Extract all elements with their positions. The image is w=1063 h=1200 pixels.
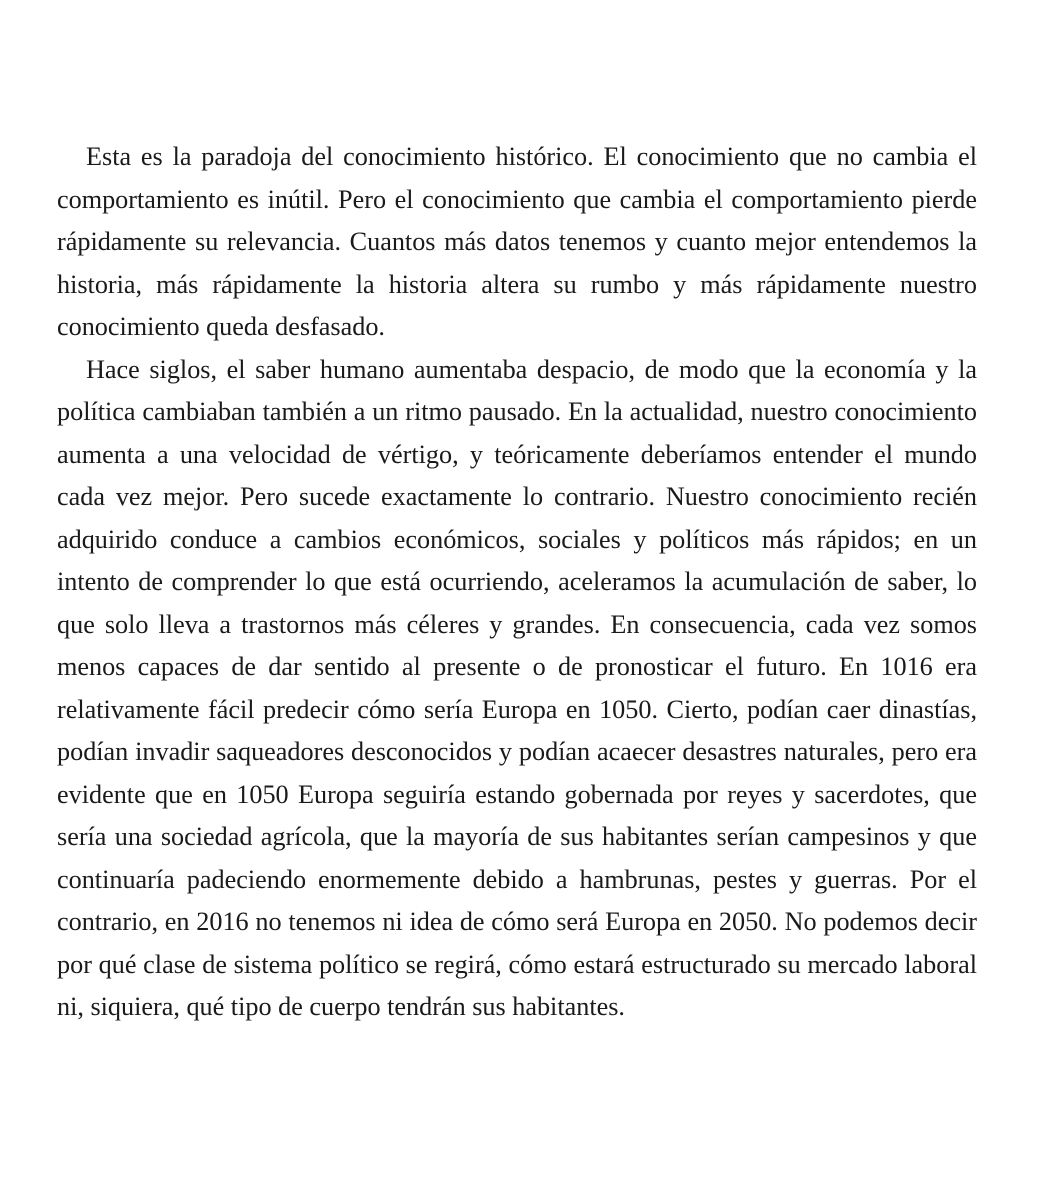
paragraph-2: Hace siglos, el saber humano aumentaba despacio, de modo que la economía y la política cambiaban también a un ritmo pausado. En la actualidad, nuestro conocimiento aumenta a una velocidad de vértigo, y teóricamente deberíamos entender el mundo cada vez mejor. Pero sucede exactamente lo contrario. Nuestro conocimiento recién adquirido conduce a cambios económicos, sociales y políticos más rápidos; en un intento de comprender lo que está ocurriendo, aceleramos la acumulación de saber, lo que solo lleva a trastornos más céleres y grandes. En consecuencia, cada vez somos menos capaces de dar sentido al presente o de pronosticar el futuro. En 1016 era relativamente fácil predecir cómo sería Europa en 1050. Cierto, podían caer dinastías, podían invadir saqueadores desconocidos y podían acaecer desastres naturales, pero era evidente que en 1050 Europa seguiría estando gobernada por reyes y sacerdotes, que sería una sociedad agrícola, que la mayoría de sus habitantes serían campesinos y que continuaría padeciendo enormemente debido a hambrunas, pestes y guerras. Por el contrario, en 2016 no tenemos ni idea de cómo será Europa en 2050. No podemos decir por qué clase de sistema político se regirá, cómo estará estructurado su mercado laboral ni, siquiera, qué tipo de cuerpo tendrán sus habitantes. <box>57 354 977 1021</box>
paragraph-1: Esta es la paradoja del conocimiento histórico. El conocimiento que no cambia el comportamiento es inútil. Pero el conocimiento que cambia el comportamiento pierde rápidamente su relevancia. Cuantos más datos tenemos y cuanto mejor entendemos la historia, más rápidamente la historia altera su rumbo y más rápidamente nuestro conocimiento queda desfasado. <box>57 142 977 341</box>
book-page-text <box>57 136 977 1029</box>
